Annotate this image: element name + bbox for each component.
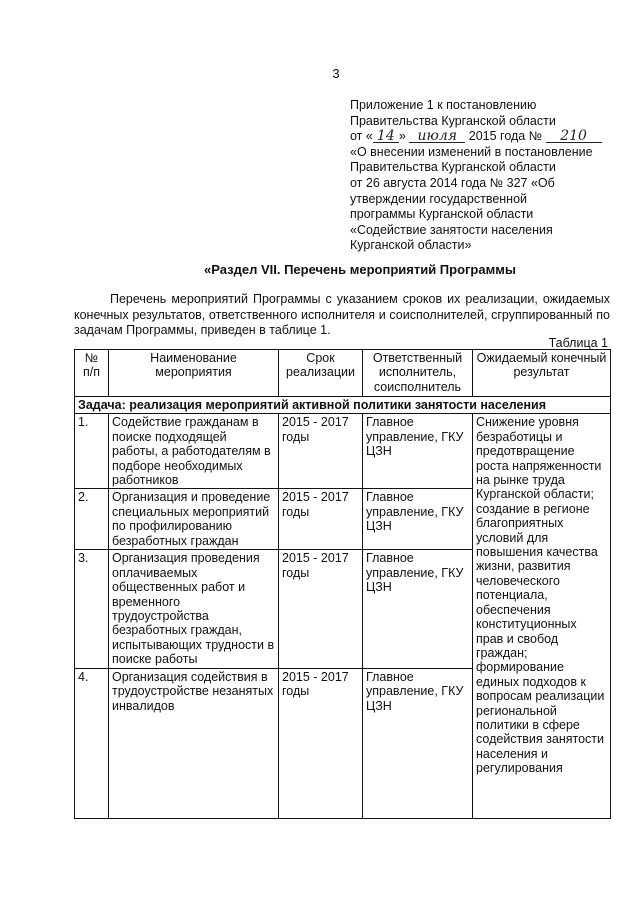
appendix-line-8: программы Курганской области — [350, 207, 534, 222]
row-term: 2015 - 2017 годы — [279, 550, 363, 668]
row-name: Организация проведения оплачиваемых общественных работ и временного трудоустройства безработных граждан, испытывающих трудности в поиске работы — [109, 550, 279, 668]
appendix-line-7: утверждении государственной — [350, 191, 528, 206]
header-num: № п/п — [75, 350, 109, 397]
row-responsible: Главное управление, ГКУ ЦЗН — [363, 414, 473, 489]
row-responsible: Главное управление, ГКУ ЦЗН — [363, 550, 473, 668]
date-suffix: 2015 года № — [468, 129, 543, 144]
intro-paragraph — [74, 292, 610, 339]
appendix-line-6: от 26 августа 2014 года № 327 «Об — [350, 175, 555, 190]
table-header-row — [75, 350, 611, 397]
header-responsible: Ответственный исполнитель, соисполнитель — [363, 350, 473, 397]
handwritten-day: 14 — [373, 130, 399, 143]
section-title: «Раздел VII. Перечень мероприятий Программы — [204, 262, 516, 277]
row-term: 2015 - 2017 годы — [279, 414, 363, 489]
handwritten-month: июля — [409, 130, 465, 143]
row-num: 4. — [75, 668, 109, 818]
appendix-line-9: «Содействие занятости населения — [350, 222, 553, 237]
row-responsible: Главное управление, ГКУ ЦЗН — [363, 489, 473, 550]
appendix-line-2: Правительства Курганской области — [350, 113, 556, 128]
date-mid: » — [398, 129, 406, 144]
task-text: Задача: реализация мероприятий активной политики занятости населения — [75, 397, 611, 414]
date-prefix: от « — [350, 129, 373, 144]
row-term: 2015 - 2017 годы — [279, 668, 363, 818]
appendix-date-line — [350, 129, 620, 145]
row-name: Содействие гражданам в поиске подходящей работы, а работодателям в подборе необходимых работников — [109, 414, 279, 489]
appendix-line-5: Правительства Курганской области — [350, 160, 556, 175]
handwritten-number: 210 — [546, 130, 602, 143]
row-responsible: Главное управление, ГКУ ЦЗН — [363, 668, 473, 818]
row-num: 2. — [75, 489, 109, 550]
row-term: 2015 - 2017 годы — [279, 489, 363, 550]
header-term: Срок реализации — [279, 350, 363, 397]
row-num: 1. — [75, 414, 109, 489]
row-result: Снижение уровня безработицы и предотвращение роста напряженности на рынке труда Курганской области; создание в регионе благоприятных условий для повышения качества жизни, развития человеческого потенциала, обеспечения конституционных прав и свобод граждан; формирование единых подходов к вопросам реализации региональной политики в сфере содействия занятости населения и регулирования — [473, 414, 611, 818]
header-result: Ожидаемый конечный результат — [473, 350, 611, 397]
table-label: Таблица 1 — [548, 336, 608, 350]
appendix-line-4: «О внесении изменений в постановление — [350, 144, 593, 159]
table-row — [75, 414, 611, 489]
row-name: Организация содействия в трудоустройстве незанятых инвалидов — [109, 668, 279, 818]
page-number: 3 — [332, 66, 340, 81]
intro-text: Перечень мероприятий Программы с указанием сроков их реализации, ожидаемых конечных результатов, ответственного исполнителя и соисполнителей, сгруппированный по задачам Программы, приведен в таблице 1. — [74, 292, 610, 337]
appendix-header — [350, 98, 620, 254]
measures-table — [74, 349, 611, 819]
row-num: 3. — [75, 550, 109, 668]
appendix-line-10: Курганской области» — [350, 238, 472, 253]
appendix-line-1: Приложение 1 к постановлению — [350, 98, 537, 112]
header-name: Наименование мероприятия — [109, 350, 279, 397]
task-row — [75, 397, 611, 414]
row-name: Организация и проведение специальных мероприятий по профилированию безработных граждан — [109, 489, 279, 550]
